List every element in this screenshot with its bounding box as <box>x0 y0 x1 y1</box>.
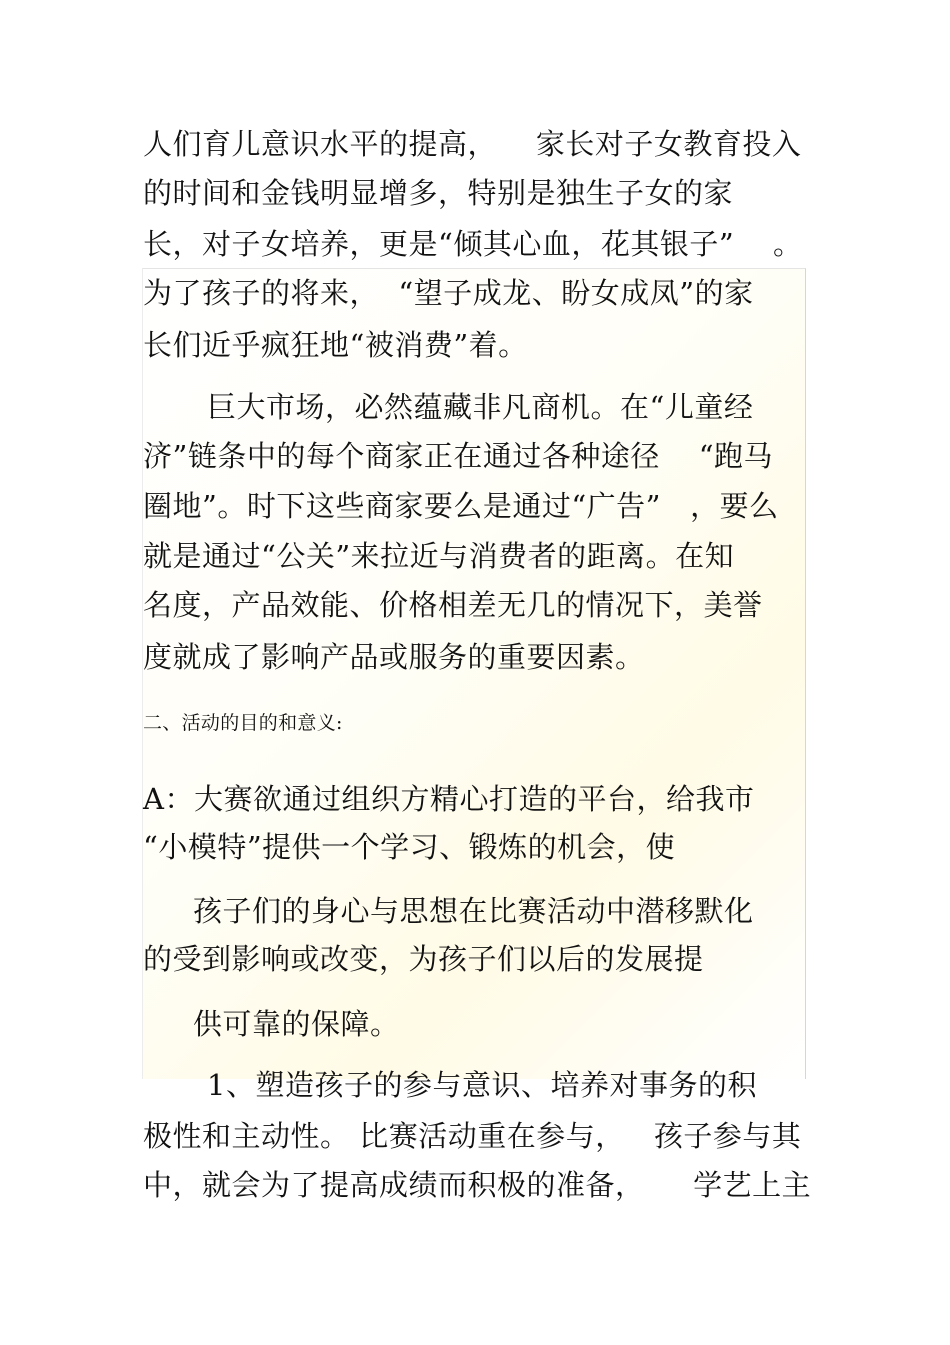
paragraph-line: 度就成了影响产品或服务的重要因素。 <box>143 640 645 674</box>
paragraph-line: 名度，产品效能、价格相差无几的情况下，美誉 <box>143 588 763 622</box>
paragraph-line: A：大赛欲通过组织方精心打造的平台，给我市 <box>143 782 755 816</box>
paragraph-line: 济”链条中的每个商家正在通过各种途径 “跑马 <box>143 439 774 473</box>
paragraph-line: 就是通过“公关”来拉近与消费者的距离。在知 <box>143 539 735 573</box>
section-heading: 二、活动的目的和意义: <box>143 712 343 734</box>
paragraph-line: 供可靠的保障。 <box>193 1007 400 1041</box>
paragraph-line: 圈地”。时下这些商家要么是通过“广告” ，要么 <box>143 489 779 523</box>
paragraph-line: 的时间和金钱明显增多，特别是独生子女的家 <box>143 176 734 210</box>
paragraph-line: 巨大市场，必然蕴藏非凡商机。在“儿童经 <box>207 390 754 424</box>
paragraph-line: 1、塑造孩子的参与意识、培养对事务的积 <box>207 1068 757 1102</box>
paragraph-line: 孩子们的身心与思想在比赛活动中潜移默化 <box>193 894 754 928</box>
paragraph-line: 长，对子女培养，更是“倾其心血，花其银子” 。 <box>143 227 803 261</box>
paragraph-line: 人们育儿意识水平的提高， 家长对子女教育投入 <box>143 127 802 161</box>
paragraph-line: 长们近乎疯狂地“被消费”着。 <box>143 328 528 362</box>
paragraph-line: “小模特”提供一个学习、锻炼的机会，使 <box>143 830 676 864</box>
paragraph-line: 的受到影响或改变，为孩子们以后的发展提 <box>143 942 704 976</box>
paragraph-line: 极性和主动性。 比赛活动重在参与， 孩子参与其 <box>143 1119 802 1153</box>
paragraph-line: 中，就会为了提高成绩而积极的准备， 学艺上主 <box>143 1168 812 1202</box>
paragraph-line: 为了孩子的将来， “望子成龙、盼女成凤”的家 <box>143 276 754 310</box>
